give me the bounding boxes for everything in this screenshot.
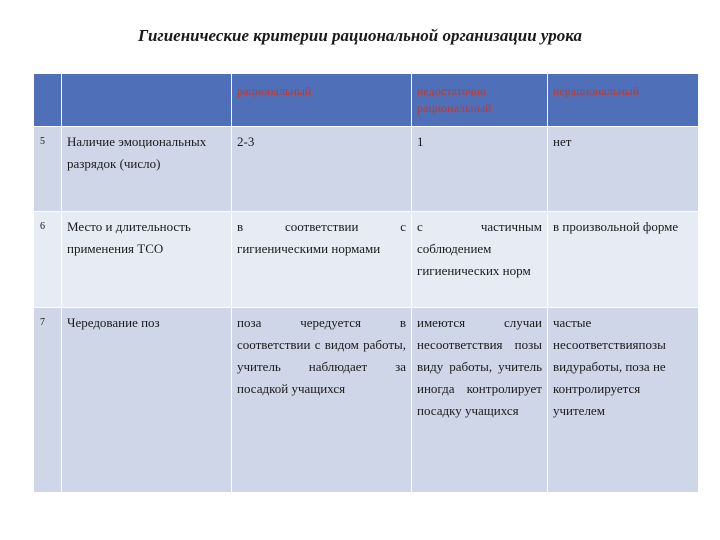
table-row: [34, 212, 699, 308]
header-cell-insufficient: недостаточно рациональный: [412, 74, 548, 127]
table-header-row: [34, 74, 699, 127]
irrational-cell: в произвольной форме: [548, 212, 699, 308]
rational-cell: поза чередуется в соответствии с видом работы, учитель наблюдает за посадкой учащихся: [232, 308, 412, 493]
criterion-cell: Место и длительность применения ТСО: [62, 212, 232, 308]
page-title: Гигиенические критерии рациональной организации урока: [138, 26, 582, 45]
header-cell-criterion: [62, 74, 232, 127]
table-row: [34, 127, 699, 212]
criterion-cell: Наличие эмоциональных разрядок (число): [62, 127, 232, 212]
header-cell-irrational: нерациональный: [548, 74, 699, 127]
rational-cell: 2-3: [232, 127, 412, 212]
criterion-cell: Чередование поз: [62, 308, 232, 493]
insufficient-cell: имеются случаи несоответствия позы виду работы, учитель иногда контролирует посадку учащихся: [412, 308, 548, 493]
criteria-table: [33, 73, 699, 493]
irrational-cell: нет: [548, 127, 699, 212]
table-row: [34, 308, 699, 493]
insufficient-cell: с частичным соблюдением гигиенических норм: [412, 212, 548, 308]
row-number: 7: [34, 308, 62, 493]
header-cell-rational: рациональный: [232, 74, 412, 127]
irrational-cell: частые несоответствияпозы видуработы, поза не контролируется учителем: [548, 308, 699, 493]
header-cell-num: [34, 74, 62, 127]
row-number: 5: [34, 127, 62, 212]
rational-cell: в соответствии с гигиеническими нормами: [232, 212, 412, 308]
row-number: 6: [34, 212, 62, 308]
insufficient-cell: 1: [412, 127, 548, 212]
